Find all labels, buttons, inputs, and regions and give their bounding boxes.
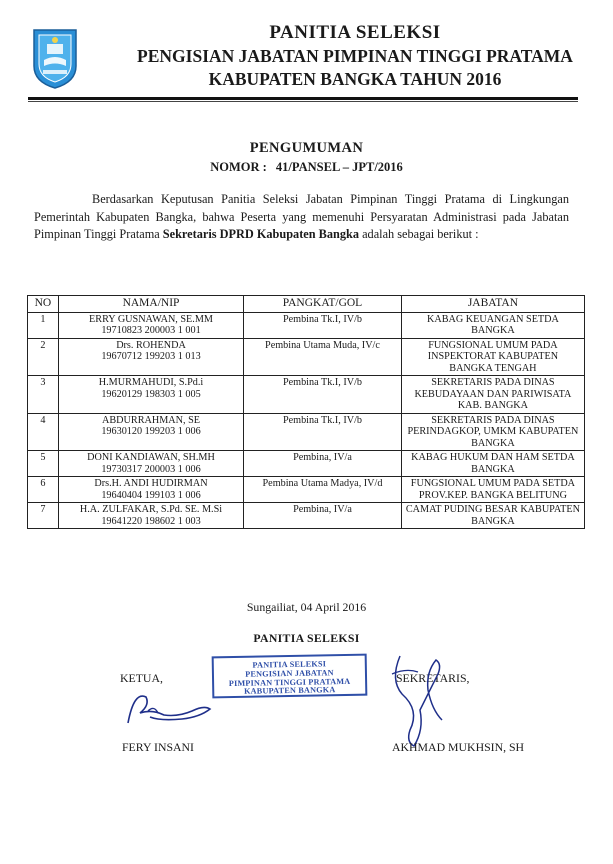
cell-no xyxy=(28,451,59,477)
cell-position xyxy=(401,338,584,376)
participant-rank: Pembina Utama Muda, IV/c xyxy=(265,339,380,351)
participant-name: Drs.H. ANDI HUDIRMAN xyxy=(94,478,208,489)
row-number: 5 xyxy=(40,452,46,463)
table-row xyxy=(28,477,585,503)
cell-no xyxy=(28,312,59,338)
stamp-line: KABUPATEN BANGKA xyxy=(244,685,336,697)
cell-rank xyxy=(244,312,402,338)
header-region-year: KABUPATEN BANGKA TAHUN 2016 xyxy=(208,69,502,89)
participant-rank: Pembina Utama Madya, IV/d xyxy=(262,478,383,489)
cell-position xyxy=(401,376,584,414)
table-row xyxy=(28,503,585,529)
cell-name-nip xyxy=(58,413,243,451)
cell-position xyxy=(401,451,584,477)
participant-name: DONI KANDIAWAN, SH.MH xyxy=(87,452,215,463)
cell-name-nip xyxy=(58,376,243,414)
row-number: 7 xyxy=(40,504,46,515)
participant-nip: 19641220 198602 1 003 xyxy=(101,515,201,527)
participant-rank: Pembina Tk.I, IV/b xyxy=(282,414,363,426)
cell-name-nip xyxy=(58,338,243,376)
cell-rank xyxy=(244,338,402,376)
table-row xyxy=(28,376,585,414)
participant-name: ABDURRAHMAN, SE xyxy=(102,414,200,426)
participant-position: KABAG KEUANGAN SETDA BANGKA xyxy=(426,313,559,336)
secretary-title: SEKRETARIS, xyxy=(396,671,470,685)
announcement-number xyxy=(0,160,613,175)
chair-title: KETUA, xyxy=(120,671,163,685)
participant-nip: 19670712 199203 1 013 xyxy=(101,351,201,362)
col-header-rank: PANGKAT/GOL xyxy=(244,296,402,313)
cell-position xyxy=(401,503,584,529)
participant-nip: 19710823 200003 1 001 xyxy=(101,325,201,336)
row-number: 1 xyxy=(40,313,46,325)
participants-table xyxy=(27,295,585,529)
chair-name: FERY INSANI xyxy=(122,740,194,754)
participant-rank: Pembina Tk.I, IV/b xyxy=(282,377,363,388)
header-divider-thin xyxy=(28,101,578,102)
cell-no xyxy=(28,376,59,414)
stamp-line: PANITIA SELEKSI xyxy=(252,659,327,670)
announcement-paragraph xyxy=(34,191,569,244)
row-number: 2 xyxy=(40,339,46,351)
table-row xyxy=(28,312,585,338)
announcement-title: PENGUMUMAN xyxy=(249,140,364,156)
cell-rank xyxy=(244,503,402,529)
table-row xyxy=(28,451,585,477)
participant-name: ERRY GUSNAWAN, SE.MM xyxy=(89,313,213,325)
participant-nip: 19640404 199103 1 006 xyxy=(101,489,201,501)
chair-signature-icon xyxy=(120,683,220,733)
cell-no xyxy=(28,413,59,451)
participant-name: H.A. ZULFAKAR, S.Pd. SE. M.Si xyxy=(79,504,223,515)
participant-position: KABAG HUKUM DAN HAM SETDA BANGKA xyxy=(411,452,575,475)
cell-rank xyxy=(244,477,402,503)
place-date: Sungailiat, 04 April 2016 xyxy=(246,600,367,614)
cell-name-nip xyxy=(58,312,243,338)
cell-name-nip xyxy=(58,451,243,477)
number-value: 41/PANSEL – JPT/2016 xyxy=(275,160,403,174)
participant-name: H.MURMAHUDI, S.Pd.i xyxy=(98,377,204,388)
participant-nip: 19730317 200003 1 006 xyxy=(101,463,201,475)
cell-rank xyxy=(244,376,402,414)
cell-rank xyxy=(244,451,402,477)
participant-rank: Pembina Tk.I, IV/b xyxy=(282,313,363,325)
participant-position: CAMAT PUDING BESAR KABUPATEN BANGKA xyxy=(405,504,580,527)
col-header-position: JABATAN xyxy=(401,296,584,313)
header-divider xyxy=(28,97,578,100)
header-committee-title: PANITIA SELEKSI xyxy=(269,22,441,43)
cell-position xyxy=(401,312,584,338)
paragraph-position-name: Sekretaris DPRD Kabupaten Bangka xyxy=(162,227,360,241)
cell-no xyxy=(28,338,59,376)
kabupaten-bangka-emblem-icon xyxy=(30,26,80,90)
participant-nip: 19630120 199203 1 006 xyxy=(101,426,201,437)
participant-position: SEKRETARIS PADA DINAS KEBUDAYAAN DAN PARIWISATA KAB. BANGKA xyxy=(414,377,572,411)
secretary-name: AKHMAD MUKHSIN, SH xyxy=(392,740,525,754)
participant-name: Drs. ROHENDA xyxy=(116,339,186,351)
table-header-row xyxy=(28,296,585,313)
stamp-line: PENGISIAN JABATAN xyxy=(245,668,334,679)
paragraph-text: Berdasarkan Keputusan Panitia Seleksi Jabatan Pimpinan Tinggi Pratama di Lingkungan Pemerintah Kabupaten Bangka, bahwa Peserta yang memenuhi Persyaratan Administrasi pada Jabatan Pimpinan Tinggi Pratama xyxy=(34,192,569,241)
cell-position xyxy=(401,477,584,503)
cell-name-nip xyxy=(58,477,243,503)
cell-rank xyxy=(244,413,402,451)
row-number: 3 xyxy=(40,377,46,388)
committee-stamp xyxy=(212,654,368,699)
paragraph-ending: adalah sebagai berikut : xyxy=(359,227,479,241)
committee-signature-title: PANITIA SELEKSI xyxy=(253,631,360,645)
header-subtitle: PENGISIAN JABATAN PIMPINAN TINGGI PRATAMA xyxy=(137,46,573,66)
participant-rank: Pembina, IV/a xyxy=(293,504,352,515)
col-header-name: NAMA/NIP xyxy=(58,296,243,313)
cell-no xyxy=(28,503,59,529)
cell-no xyxy=(28,477,59,503)
participant-position: SEKRETARIS PADA DINAS PERINDAGKOP, UMKM KABUPATEN BANGKA xyxy=(407,414,579,449)
row-number: 6 xyxy=(40,478,46,489)
cell-position xyxy=(401,413,584,451)
col-header-no: NO xyxy=(28,296,59,313)
cell-name-nip xyxy=(58,503,243,529)
participant-nip: 19620129 198303 1 005 xyxy=(101,388,201,400)
participant-rank: Pembina, IV/a xyxy=(293,452,352,463)
participant-position: FUNGSIONAL UMUM PADA INSPEKTORAT KABUPATEN BANGKA TENGAH xyxy=(427,339,559,374)
participant-position: FUNGSIONAL UMUM PADA SETDA PROV.KEP. BANGKA BELITUNG xyxy=(410,478,576,501)
row-number: 4 xyxy=(40,414,46,426)
table-row xyxy=(28,413,585,451)
table-row xyxy=(28,338,585,376)
secretary-signature-icon xyxy=(380,650,460,750)
number-label: NOMOR : xyxy=(210,160,267,174)
stamp-line: PIMPINAN TINGGI PRATAMA xyxy=(228,676,351,688)
